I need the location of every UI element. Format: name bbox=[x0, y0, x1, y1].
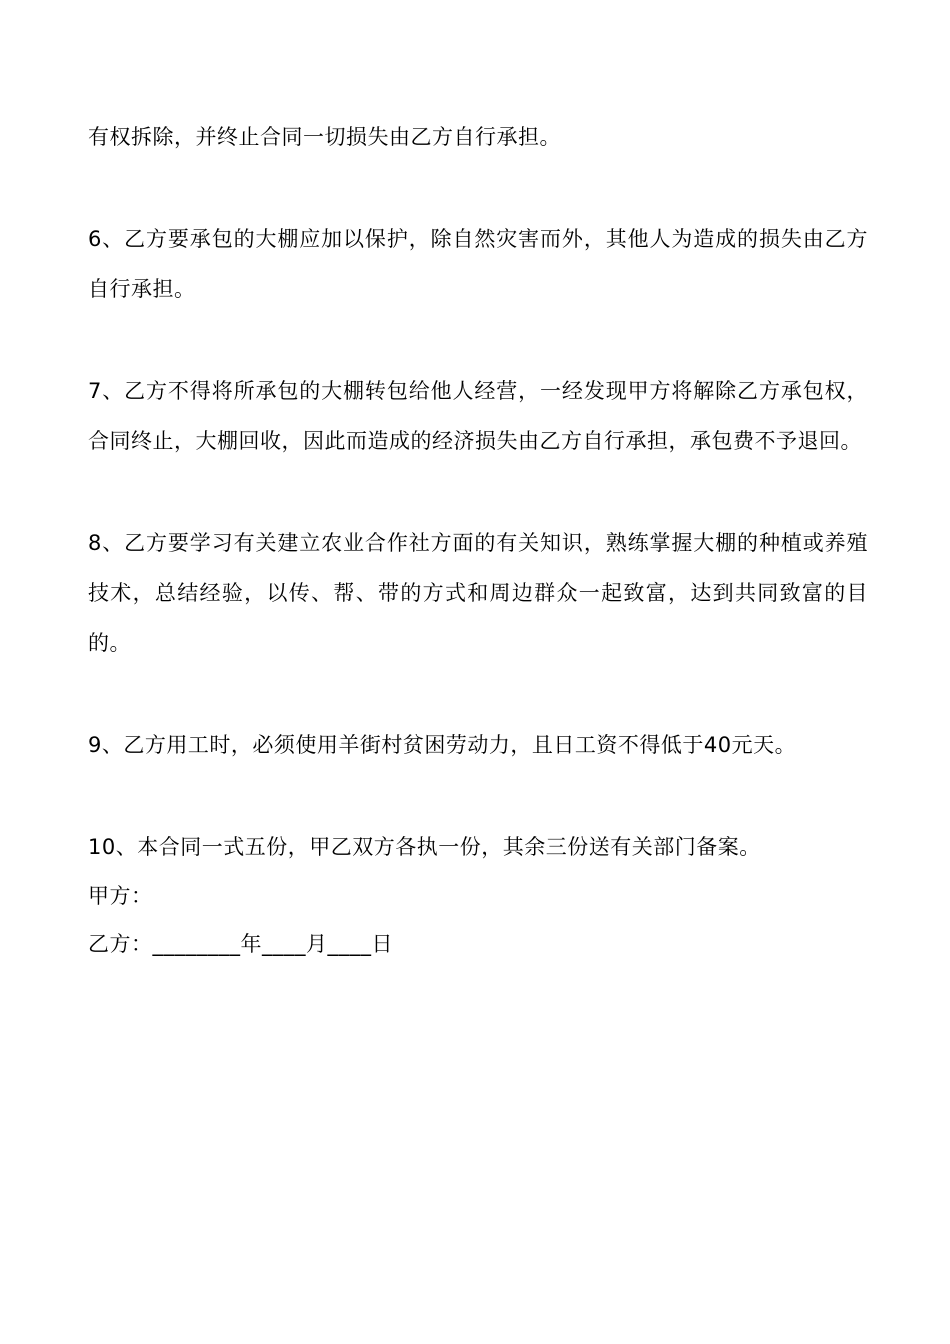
document-body bbox=[88, 112, 868, 968]
clause-10: 10、本合同一式五份，甲乙双方各执一份，其余三份送有关部门备案。 bbox=[88, 835, 761, 859]
clause-9: 9、乙方用工时，必须使用羊街村贫困劳动力，且日工资不得低于40元天。 bbox=[88, 733, 797, 757]
clause-6: 6、乙方要承包的大棚应加以保护，除自然灾害而外，其他人为造成的损失由乙方自行承担。 bbox=[88, 227, 868, 301]
clause-8: 8、乙方要学习有关建立农业合作社方面的有关知识，熟练掌握大棚的种植或养殖技术，总结经验，以传、帮、带的方式和周边群众一起致富，达到共同致富的目的。 bbox=[88, 531, 868, 655]
party-b-signature-date: 乙方：________年____月____日 bbox=[88, 932, 393, 956]
party-a-signature: 甲方： bbox=[88, 884, 153, 908]
clause-5-continuation: 有权拆除，并终止合同一切损失由乙方自行承担。 bbox=[88, 125, 561, 149]
clause-7: 7、乙方不得将所承包的大棚转包给他人经营，一经发现甲方将解除乙方承包权，合同终止，大棚回收，因此而造成的经济损失由乙方自行承担，承包费不予退回。 bbox=[88, 379, 868, 453]
